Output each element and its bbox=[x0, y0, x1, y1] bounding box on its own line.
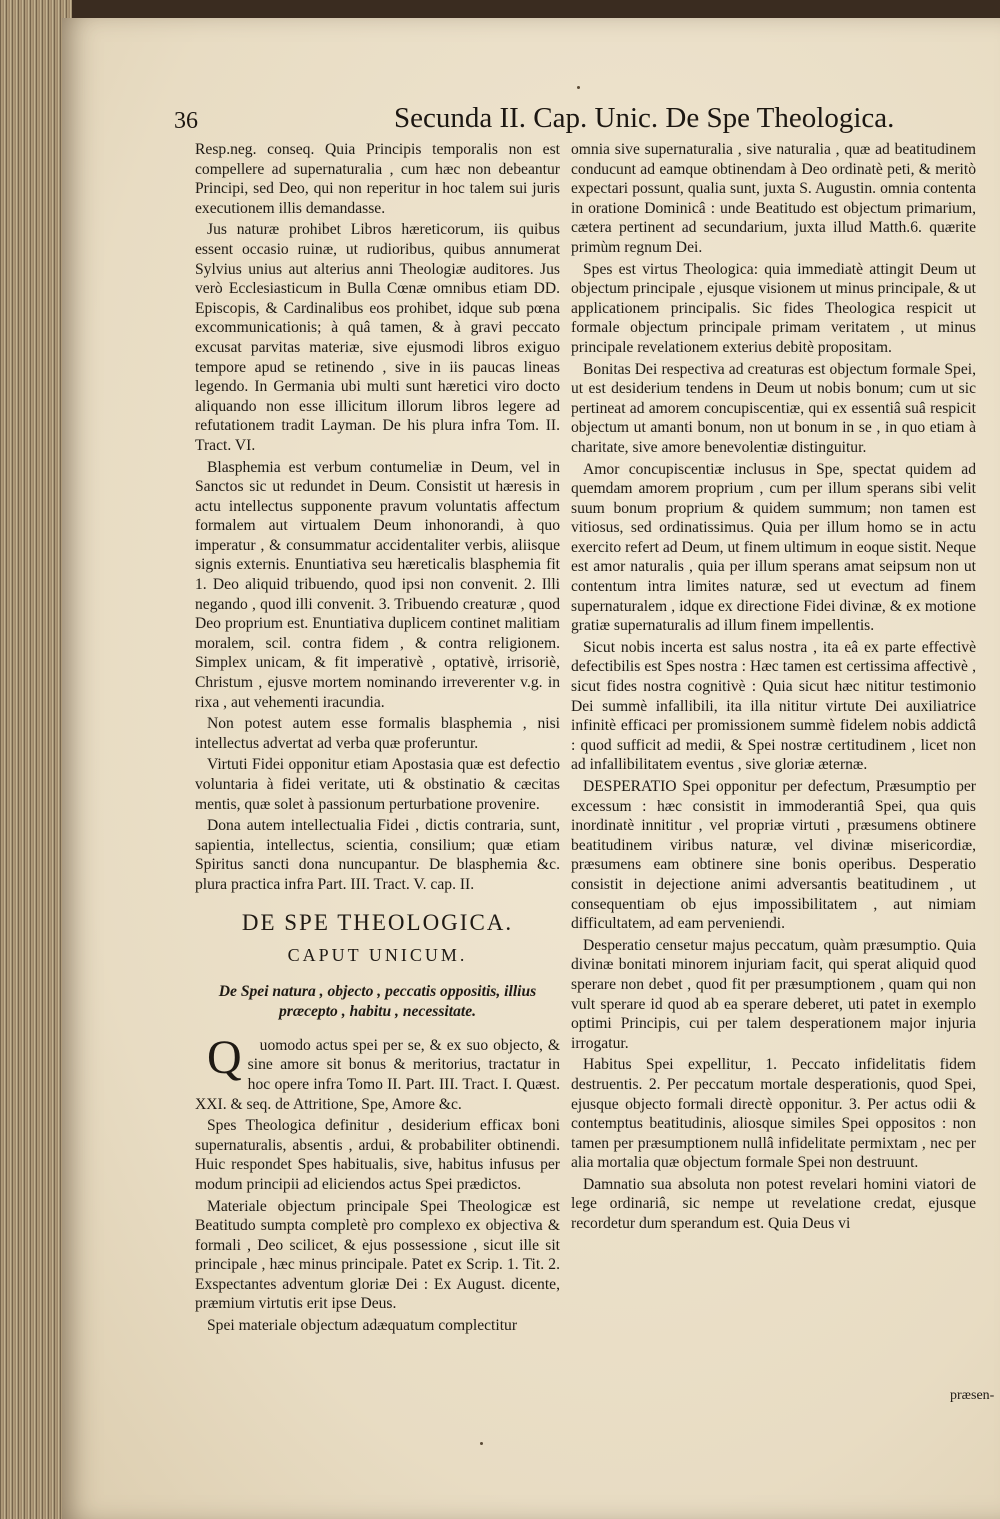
speck-mark bbox=[577, 86, 580, 89]
paragraph: Damnatio sua absoluta non potest revelari homini viatori de lege ordinariâ, sic nempe ut revelatione credat, ejusque recordetur dum sperandum est. Quia Deus vi bbox=[571, 1175, 976, 1233]
page-header bbox=[118, 96, 978, 142]
paragraph: Amor concupiscentiæ inclusus in Spe, spectat quidem ad quemdam amorem proprium , cum per illum sperans sibi velit suum bonum proprium & quidem summum; non tamen est vitiosus, sed ordinatissimus. Quia per illum homo se in actu exercito refert ad Deum, ut finem ultimum in eoque sistit. Neque est amor naturalis , quia per illum sperans amat seipsum non ut contentum intra limites naturæ, sed ut evectum ad finem supernaturalem , idque ex directione Fidei divinæ, & ex motione gratiæ supernaturalis ad illum finem impellentis. bbox=[571, 460, 976, 635]
right-column bbox=[571, 140, 976, 1236]
chapter-title: CAPUT UNICUM. bbox=[287, 945, 468, 966]
paragraph: Materiale objectum principale Spei Theologicæ est Beatitudo sumpta completè pro complexo ex objectiva & formali , Deo scilicet, & ejus possessione , sicut ille sit principale , hæc minus principale. Patet ex Scrip. 1. Tit. 2. Exspectantes adventum gloriæ Dei : Ex August. dicente, præmium virtutis erit ipse Deus. bbox=[195, 1197, 560, 1313]
opening-paragraph bbox=[195, 1030, 560, 1114]
opening-text: uomodo actus spei per se, & ex suo objecto, & sine amore sit bonus & meritorius, tractatur in hoc opere infra Tomo II. Part. III. Tract. I. Quæst. XXI. & seq. de Attritione, Spe, Amore &c. bbox=[195, 1036, 560, 1113]
paragraph: Habitus Spei expellitur, 1. Peccato infidelitatis fidem destruentis. 2. Per peccatum mortale desperationis, quod Spei, ejusque objecto formali directè opponitur. 3. Per actus odii & contemptus beatitudinis, aliosque similes Spei oppositos : non tamen per præsumptionem nullâ infidelitate permixtam , nec per alia mortalia quæ objectum formale Spei non destruunt. bbox=[571, 1056, 976, 1172]
chapter-summary: De Spei natura , objecto , peccatis oppositis, illius præcepto , habitu , necessitate. bbox=[218, 982, 537, 1020]
paragraph: Non potest autem esse formalis blasphemia , nisi intellectus advertat ad verba quæ proferuntur. bbox=[195, 715, 560, 752]
paragraph: DESPERATIO Spei opponitur per defectum, Præsumptio per excessum : hæc consistit in immoderantiâ Spei, qua quis inordinatè innititur , vel propriæ virtuti , præsumens obtinere beatitudinem viribus naturæ, vel divinæ misericordiæ, præsumens eam obtinere sine bonis operibus. Desperatio consistit in dejectione animi adversantis beatitudinem , ut consequentiam ob ejus impossibilitatem , aut nimiam difficultatem, ad eam perveniendi. bbox=[571, 778, 976, 933]
paragraph: Jus naturæ prohibet Libros hæreticorum, iis quibus essent occasio ruinæ, ut rudioribus, quibus annumerat Sylvius unius aut alterius anni Theologiæ auditores. Jus verò Ecclesiasticum in Bulla Cœnæ omnibus etiam DD. Episcopis, & Cardinalibus eos prohibet, idque sub pœna excommunicationis; à quâ tamen, & à gravi peccato excusat parvitas materiæ, sive ejusmodi libros exiguo tempore apud se retinendo , sive in iis paucas lineas legendo. In Germania ubi multi sunt hæretici viro docto aliquando non esse illicitum illorum libros legere ad refutationem tradit Layman. De his plura infra Tom. II. Tract. VI. bbox=[195, 221, 560, 454]
paragraph: Spes Theologica definitur , desiderium efficax boni supernaturalis, absentis , ardui, & probabiliter obtinendi. Huic respondet Spes habitualis, sive, habitus infusus per modum principii ad eliciendos actus Spei prædictos. bbox=[195, 1117, 560, 1193]
paragraph: Resp.neg. conseq. Quia Principis temporalis non est compellere ad supernaturalia , cum hæc non debeantur Principi, sed Deo, qui non reperitur in hoc talem sui juris executionem illis demandasse. bbox=[195, 141, 560, 217]
paragraph: Dona autem intellectualia Fidei , dictis contraria, sunt, sapientia, intellectus, scientia, consilium; quæ etiam Spiritus sancti dona nuncupantur. De blasphemia &c. plura practica infra Part. III. Tract. V. cap. II. bbox=[195, 817, 560, 893]
section-title: DE SPE THEOLOGICA. bbox=[241, 909, 514, 935]
speck-mark bbox=[480, 1442, 483, 1445]
paragraph: omnia sive supernaturalia , sive naturalia , quæ ad beatitudinem conducunt ad eamque obtinendam à Deo ordinatè peti, & meritò expectari possunt, qualia sunt, juxta S. Augustin. omnia contenta in oratione Dominicâ : unde Beatitudo est objectum primarium, cætera pertinent ad secundarium, juxta illud Matth.6. quærite primùm regnum Dei. bbox=[571, 141, 976, 256]
paragraph: Sicut nobis incerta est salus nostra , ita eâ ex parte effectivè defectibilis est Spes nostra : Hæc tamen est certissima affectivè , sicut fides nostra cognitivè : Quia sicut hæc nititur testimonio Dei summè infallibili, ita illa nititur virtute Dei auxiliatrice infinitè efficaci per promissionem summè fidelem nobis addictâ : quod sufficit ad medii, & Spei nostræ certitudinem , licet non ad infallibilitatem eventus , sive gloriæ æternæ. bbox=[571, 638, 976, 774]
paragraph: Bonitas Dei respectiva ad creaturas est objectum formale Spei, ut est desiderium tendens in Deum ut nobis bonum; cum ut sic pertineat ad amorem concupiscentiæ, qui ex essentiâ suâ respicit objectum ut amanti bonum, non ut bonum in se , in quo etiam à charitate, sive amore benevolentiæ distinguitur. bbox=[571, 360, 976, 456]
page-number: 36 bbox=[174, 108, 198, 134]
catchword: præsen- bbox=[950, 1388, 995, 1403]
paragraph: Spes est virtus Theologica: quia immediatè attingit Deum ut objectum principale , ejusque visionem ut minus principale, & ut applicationem principalis. Sic fides Theologica respicit ut formale objectum principale primam veritatem , ut minus principale revelationem exterius debitè propositam. bbox=[571, 260, 976, 356]
running-head: Secunda II. Cap. Unic. De Spe Theologica. bbox=[394, 102, 895, 134]
left-column bbox=[195, 140, 560, 1338]
paragraph: Desperatio censetur majus peccatum, quàm præsumptio. Quia divinæ bonitati minorem injuriam facit, qui sperat aliquid quod sperare non debet , quod fit per præsumptionem , quam qui non vult sperare id quod ab ea sperare deberet, uti patet in exemplo optimi Principis, cui per talem desperationem major injuria irrogatur. bbox=[571, 936, 976, 1052]
paragraph: Blasphemia est verbum contumeliæ in Deum, vel in Sanctos sic ut redundet in Deum. Consistit ut hæresis in actu intellectus supponente pravum voluntatis affectum formalem aut virtualem Deum inhonorandi, à quo imperatur , & consummatur accidentaliter verbis, aliisque signis externis. Enuntiativa seu hæreticalis blasphemia fit 1. Deo aliquid tribuendo, quod ipsi non convenit. 2. Illi negando , quod illi convenit. 3. Tribuendo creaturæ , quod Deo proprium est. Enuntiativa duplicem continet malitiam moralem, scil. contra fidem , & contra religionem. Simplex unicam, & fit imperativè , optativè, irrisoriè, Christum , ejusve mortem nominando irreverenter v.g. in rixa , aut vehementi iracundia. bbox=[195, 458, 560, 711]
paragraph: Spei materiale objectum adæquatum complectitur bbox=[207, 1317, 518, 1335]
paragraph: Virtuti Fidei opponitur etiam Apostasia quæ est defectio voluntaria à fidei veritate, uti & obstinatio & cæcitas mentis, quæ solet à passionum perturbatione provenire. bbox=[195, 756, 560, 813]
drop-cap: Q bbox=[207, 1030, 242, 1084]
